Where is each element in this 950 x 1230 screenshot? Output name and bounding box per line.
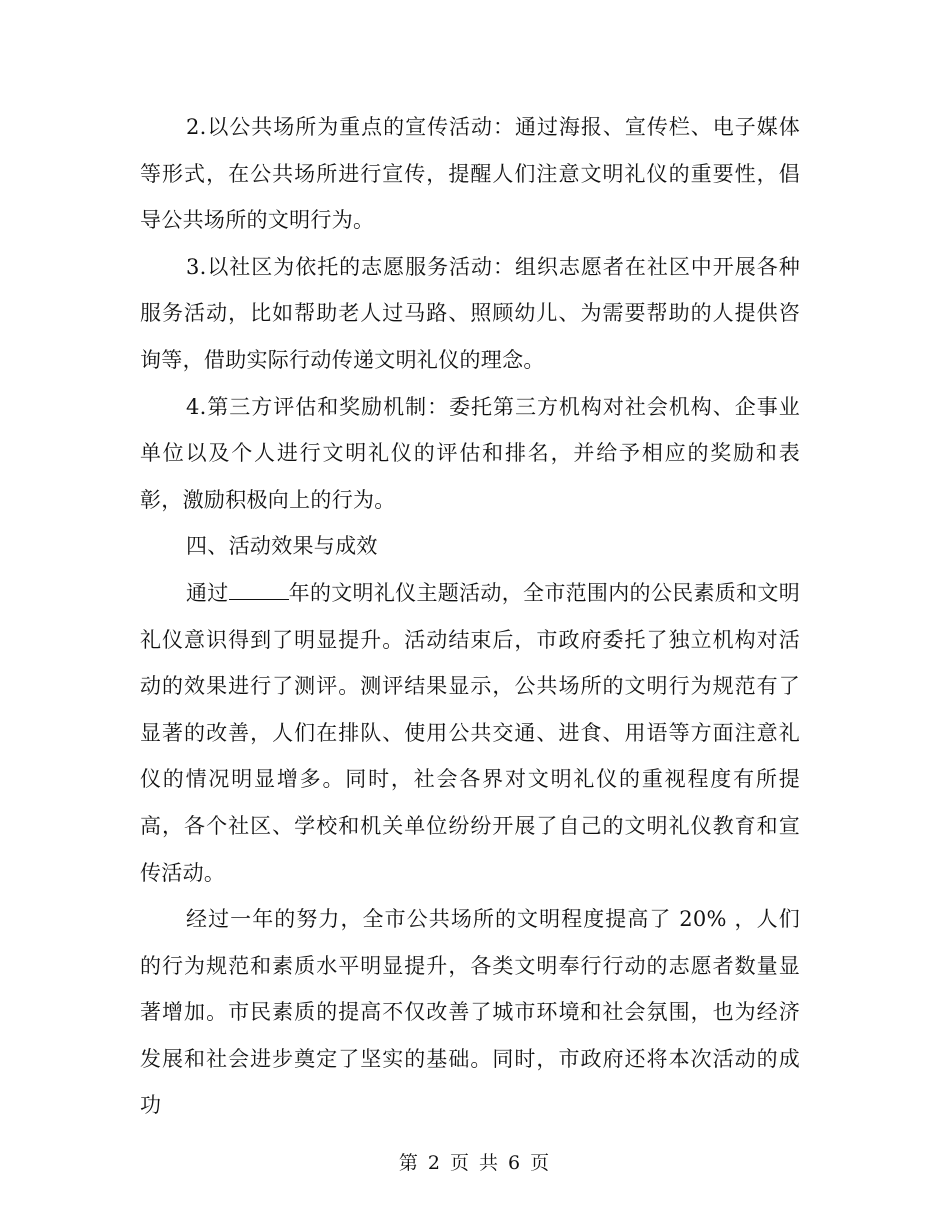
effect-paragraph-suffix: 年的文明礼仪主题活动，全市范围内的公民素质和文明礼仪意识得到了明显提升。活动结束后，市政府委托了独立机构对活动的效果进行了测评。测评结果显示，公共场所的文明行为规范有了显著的改善，人们在排队、使用公共交通、进食、用语等方面注意礼仪的情况明显增多。同时，社会各界对文明礼仪的重视程度有所提高，各个社区、学校和机关单位纷纷开展了自己的文明礼仪教育和宣传活动。 xyxy=(140,580,800,885)
paragraph-item-2: 2.以公共场所为重点的宣传活动：通过海报、宣传栏、电子媒体等形式，在公共场所进行宣传，提醒人们注意文明礼仪的重要性，倡导公共场所的文明行为。 xyxy=(140,115,800,233)
effect-paragraph xyxy=(140,570,800,896)
result-paragraph: 经过一年的努力，全市公共场所的文明程度提高了 20% ，人们的行为规范和素质水平明显提升，各类文明奉行行动的志愿者数量显著增加。市民素质的提高不仅改善了城市环境和社会氛围，也为经济发展和社会进步奠定了坚实的基础。同时，市政府还将本次活动的成功 xyxy=(140,907,800,1118)
effect-paragraph-prefix: 通过 xyxy=(186,580,229,605)
section-heading: 四、活动效果与成效 xyxy=(186,534,378,559)
year-blank xyxy=(229,579,289,600)
paragraph-item-4: 4.第三方评估和奖励机制：委托第三方机构对社会机构、企事业单位以及个人进行文明礼仪的评估和排名，并给予相应的奖励和表彰，激励积极向上的行为。 xyxy=(140,394,800,512)
page-footer: 第 2 页 共 6 页 xyxy=(398,1152,552,1174)
document-page xyxy=(140,104,800,1129)
paragraph-item-3: 3.以社区为依托的志愿服务活动：组织志愿者在社区中开展各种服务活动，比如帮助老人过马路、照顾幼儿、为需要帮助的人提供咨询等，借助实际行动传递文明礼仪的理念。 xyxy=(140,254,800,372)
